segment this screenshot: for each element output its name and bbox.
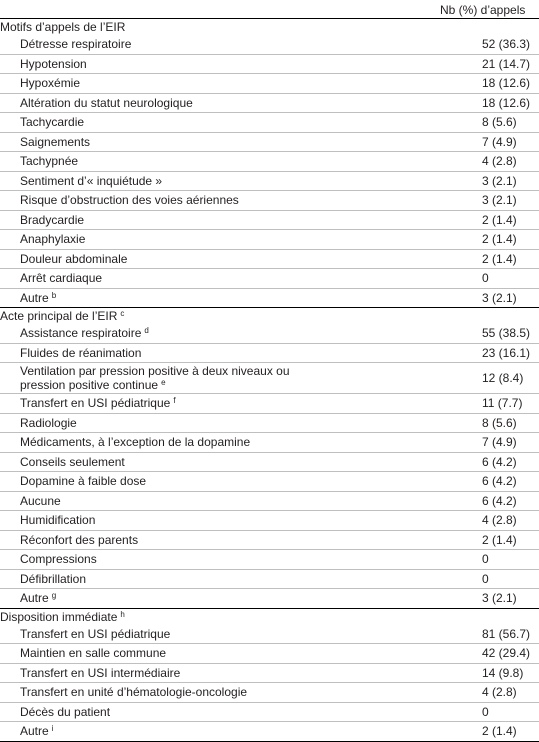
row-value: 18 (12.6) — [482, 76, 531, 91]
row-value: 8 (5.6) — [482, 115, 517, 130]
table-row — [0, 152, 539, 172]
row-value-cell — [410, 152, 539, 172]
row-label: Bradycardie — [20, 212, 85, 227]
row-label-cell — [0, 722, 410, 742]
table-header-row — [0, 0, 539, 19]
section-title-cell — [0, 19, 410, 36]
row-label-cell — [0, 343, 410, 363]
row-label-cell — [0, 288, 410, 308]
row-label: Transfert en unité d’hématologie-oncologie — [20, 685, 248, 700]
table-row — [0, 413, 539, 433]
header-value-cell: Nb (%) d’appels — [440, 2, 526, 17]
section-row — [0, 308, 539, 325]
row-label-cell — [0, 644, 410, 664]
table-row — [0, 230, 539, 250]
footnote-marker: g — [51, 591, 57, 601]
row-value: 0 — [482, 552, 489, 567]
table-row — [0, 288, 539, 308]
row-value-cell — [410, 191, 539, 211]
table-row — [0, 722, 539, 742]
row-value: 52 (36.3) — [482, 37, 531, 52]
table-row — [0, 569, 539, 589]
table-row — [0, 210, 539, 230]
table-row — [0, 249, 539, 269]
footnote-marker: f — [173, 396, 176, 406]
row-value: 6 (4.2) — [482, 454, 517, 469]
row-label: Douleur abdominale — [20, 251, 128, 266]
table-row — [0, 644, 539, 664]
row-label: Maintien en salle commune — [20, 646, 167, 661]
row-label: Compressions — [20, 552, 97, 567]
row-label-continued: pression positive continue — [20, 378, 159, 392]
row-value: 6 (4.2) — [482, 474, 517, 489]
row-value-cell — [410, 113, 539, 133]
row-label-cell — [0, 230, 410, 250]
row-label: Anaphylaxie — [20, 232, 86, 247]
row-label: Tachycardie — [20, 115, 85, 130]
row-label-cell — [0, 132, 410, 152]
row-label-cell — [0, 433, 410, 453]
row-value: 14 (9.8) — [482, 665, 524, 680]
section-row — [0, 608, 539, 625]
row-value-cell — [410, 132, 539, 152]
table-row — [0, 35, 539, 54]
table-row — [0, 452, 539, 472]
row-value-cell — [410, 550, 539, 570]
row-label-cell — [0, 191, 410, 211]
row-label-cell — [0, 550, 410, 570]
row-label: Médicaments, à l’exception de la dopamine — [20, 435, 251, 450]
row-value: 2 (1.4) — [482, 212, 517, 227]
row-label: Saignements — [20, 134, 91, 149]
table-row — [0, 663, 539, 683]
section-row — [0, 19, 539, 36]
row-value-cell — [410, 683, 539, 703]
row-value-cell — [410, 625, 539, 644]
row-value: 55 (38.5) — [482, 326, 531, 341]
row-label-cell — [0, 171, 410, 191]
row-value: 12 (8.4) — [482, 371, 524, 385]
row-value: 8 (5.6) — [482, 415, 517, 430]
row-value-cell — [410, 171, 539, 191]
row-label-cell — [0, 413, 410, 433]
row-label-cell — [0, 452, 410, 472]
table-row — [0, 530, 539, 550]
table-row — [0, 93, 539, 113]
section-title: Acte principal de l’EIR — [0, 309, 118, 323]
footnote-marker: h — [120, 609, 125, 619]
section-title-cell — [0, 608, 410, 625]
footnote-marker: e — [161, 378, 166, 387]
row-label-cell — [0, 249, 410, 269]
row-label-cell — [0, 93, 410, 113]
row-label: Réconfort des parents — [20, 532, 139, 547]
row-value-cell — [410, 35, 539, 54]
table-row — [0, 683, 539, 703]
section-value-cell — [410, 608, 539, 625]
row-value-cell — [410, 210, 539, 230]
row-value-cell — [410, 74, 539, 94]
row-value: 3 (2.1) — [482, 173, 517, 188]
row-value-cell — [410, 722, 539, 742]
row-label-cell — [0, 625, 410, 644]
table-row — [0, 324, 539, 343]
row-label-cell — [0, 269, 410, 289]
row-value-cell — [410, 511, 539, 531]
row-label: Risque d’obstruction des voies aériennes — [20, 193, 239, 208]
row-value: 18 (12.6) — [482, 95, 531, 110]
row-value-cell — [410, 589, 539, 609]
footnote-marker: b — [51, 290, 57, 300]
row-value: 2 (1.4) — [482, 232, 517, 247]
row-value-cell — [410, 644, 539, 664]
section-title: Disposition immédiate — [0, 609, 118, 624]
row-value: 4 (2.8) — [482, 154, 517, 169]
table-row — [0, 74, 539, 94]
row-value: 7 (4.9) — [482, 134, 517, 149]
row-label-cell — [0, 113, 410, 133]
table-body — [0, 19, 539, 742]
table-row — [0, 113, 539, 133]
row-value: 2 (1.4) — [482, 251, 517, 266]
row-value-cell — [410, 530, 539, 550]
row-label-cell — [0, 324, 410, 343]
row-label: Ventilation par pression positive à deux niveaux ou — [20, 364, 290, 378]
row-value-cell — [410, 363, 539, 394]
table-row — [0, 54, 539, 74]
table-row — [0, 171, 539, 191]
row-label: Hypotension — [20, 56, 87, 71]
row-value: 42 (29.4) — [482, 646, 531, 661]
row-value: 11 (7.7) — [482, 396, 523, 411]
row-label: Conseils seulement — [20, 454, 125, 469]
row-value: 81 (56.7) — [482, 626, 531, 641]
row-label: Humidification — [20, 513, 96, 528]
row-label-cell — [0, 530, 410, 550]
row-label: Autre — [20, 591, 49, 606]
row-label: Assistance respiratoire — [20, 326, 142, 341]
row-value-cell — [410, 472, 539, 492]
row-label-cell — [0, 491, 410, 511]
row-label: Transfert en USI intermédiaire — [20, 665, 181, 680]
row-label: Transfert en USI pédiatrique — [20, 396, 171, 411]
row-value: 4 (2.8) — [482, 513, 517, 528]
footnote-marker: d — [144, 326, 149, 336]
row-label-cell — [0, 210, 410, 230]
row-label-cell — [0, 663, 410, 683]
table-row — [0, 363, 539, 394]
row-value: 3 (2.1) — [482, 290, 517, 305]
table-row — [0, 625, 539, 644]
row-label: Décès du patient — [20, 704, 111, 719]
row-label-cell — [0, 394, 410, 414]
row-value-cell — [410, 491, 539, 511]
row-value-cell — [410, 452, 539, 472]
row-label: Fluides de réanimation — [20, 345, 142, 360]
row-label: Transfert en USI pédiatrique — [20, 626, 171, 641]
row-value-cell — [410, 663, 539, 683]
row-label-cell — [0, 152, 410, 172]
row-value-cell — [410, 569, 539, 589]
row-label: Autre — [20, 290, 49, 305]
table-row — [0, 269, 539, 289]
row-value-cell — [410, 324, 539, 343]
row-label-cell — [0, 74, 410, 94]
footnote-marker: c — [120, 309, 125, 318]
table-row — [0, 191, 539, 211]
row-value: 3 (2.1) — [482, 193, 517, 208]
row-value-cell — [410, 394, 539, 414]
row-value-cell — [410, 249, 539, 269]
header-label-cell — [0, 0, 410, 19]
section-title-cell — [0, 308, 410, 325]
table-row — [0, 132, 539, 152]
table-row — [0, 394, 539, 414]
row-label: Hypoxémie — [20, 76, 81, 91]
row-value-cell — [410, 93, 539, 113]
row-value-cell — [410, 433, 539, 453]
section-value-cell — [410, 308, 539, 325]
row-label: Dopamine à faible dose — [20, 474, 147, 489]
row-label-cell — [0, 589, 410, 609]
row-value: 0 — [482, 271, 489, 286]
table-row — [0, 550, 539, 570]
row-value: 21 (14.7) — [482, 56, 531, 71]
row-label-cell — [0, 472, 410, 492]
row-value: 23 (16.1) — [482, 345, 531, 360]
table-row — [0, 511, 539, 531]
table-row — [0, 589, 539, 609]
footnote-marker: i — [51, 724, 54, 734]
row-label-cell — [0, 54, 410, 74]
row-label: Autre — [20, 724, 49, 739]
row-value: 0 — [482, 704, 489, 719]
row-value: 0 — [482, 571, 489, 586]
row-label-cell — [0, 511, 410, 531]
row-label: Détresse respiratoire — [20, 37, 132, 52]
row-label: Altération du statut neurologique — [20, 95, 193, 110]
table-row — [0, 491, 539, 511]
row-label: Défibrillation — [20, 571, 87, 586]
row-label: Tachypnée — [20, 154, 79, 169]
row-value: 7 (4.9) — [482, 435, 517, 450]
row-value-cell — [410, 230, 539, 250]
row-value-cell — [410, 413, 539, 433]
row-value: 2 (1.4) — [482, 532, 517, 547]
row-label: Radiologie — [20, 415, 77, 430]
section-title: Motifs d’appels de l’EIR — [0, 20, 126, 34]
row-value: 2 (1.4) — [482, 724, 517, 739]
row-value: 4 (2.8) — [482, 685, 517, 700]
section-value-cell — [410, 19, 539, 36]
row-value: 3 (2.1) — [482, 591, 517, 606]
row-label-cell — [0, 569, 410, 589]
table-row — [0, 343, 539, 363]
row-label-cell — [0, 35, 410, 54]
table-row — [0, 472, 539, 492]
row-label-cell — [0, 683, 410, 703]
row-value-cell — [410, 269, 539, 289]
row-value-cell — [410, 288, 539, 308]
row-value: 6 (4.2) — [482, 493, 517, 508]
row-value-cell — [410, 343, 539, 363]
row-label: Sentiment d’« inquiétude » — [20, 173, 163, 188]
row-label: Aucune — [20, 493, 61, 508]
row-value-cell — [410, 54, 539, 74]
row-label: Arrêt cardiaque — [20, 271, 103, 286]
row-label-cell — [0, 363, 410, 394]
table-row — [0, 433, 539, 453]
